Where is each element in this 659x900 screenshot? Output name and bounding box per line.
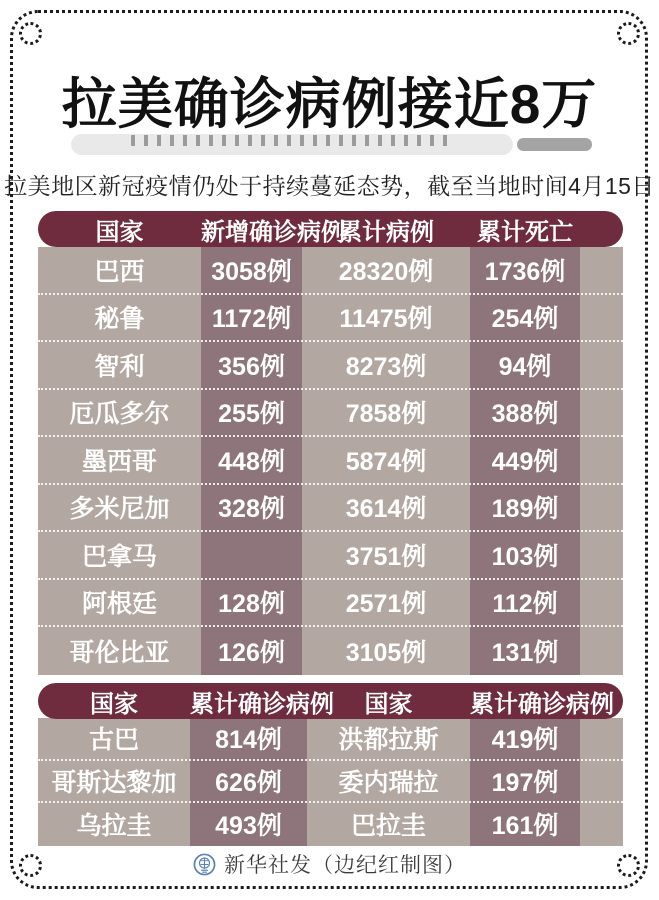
table-row — [38, 295, 623, 343]
country-cell: 3614例 — [345, 495, 427, 524]
table1-header — [38, 211, 623, 247]
value-cell: 814例 — [215, 726, 282, 755]
country-cell: 洪都拉斯 — [338, 726, 439, 755]
table-row — [38, 580, 623, 628]
country-cell: 阿根廷 — [81, 590, 157, 619]
table-row — [38, 390, 623, 438]
country-cell: 巴拿马 — [81, 542, 157, 571]
table-row — [38, 627, 623, 675]
table-row — [38, 342, 623, 390]
value-cell: 197例 — [491, 768, 559, 797]
column-header: 累计死亡 — [477, 218, 573, 246]
value-cell: 255例 — [218, 400, 285, 429]
country-cell: 乌拉圭 — [76, 812, 152, 841]
page-subtitle: 拉美地区新冠疫情仍处于持续蔓延态势，截至当地时间4月15日 — [4, 173, 655, 199]
column-header: 国家 — [364, 690, 413, 718]
country-cell: 哥伦比亚 — [69, 638, 170, 667]
table2-rows — [38, 718, 623, 846]
value-cell: 449例 — [491, 447, 559, 476]
country-cell: 哥斯达黎加 — [51, 768, 177, 797]
country-cell: 8273例 — [345, 352, 427, 381]
value-cell: 112例 — [492, 590, 558, 619]
value-cell: 94例 — [498, 352, 552, 381]
column-header: 累计病例 — [338, 218, 434, 246]
table-row — [38, 437, 623, 485]
value-cell: 128例 — [218, 590, 285, 619]
column-header: 国家 — [90, 690, 138, 718]
value-cell: 103例 — [491, 542, 559, 571]
table1-rows — [38, 247, 623, 675]
country-cell: 28320例 — [338, 257, 434, 286]
value-cell: 388例 — [491, 400, 559, 429]
country-cell: 古巴 — [88, 726, 139, 755]
table-row — [38, 247, 623, 295]
table-row — [38, 718, 623, 761]
thermometer-cap-icon — [517, 138, 592, 151]
column-header: 新增确诊病例 — [201, 218, 345, 246]
country-cell: 2571例 — [345, 590, 427, 619]
value-cell: 493例 — [215, 812, 282, 841]
thermometer-bar-icon — [71, 134, 513, 155]
column-header: 累计确诊病例 — [470, 690, 614, 718]
value-cell: 189例 — [491, 495, 559, 524]
value-cell: 161例 — [491, 812, 559, 841]
value-cell: 3058例 — [211, 257, 292, 286]
table2-header — [38, 683, 623, 719]
value-cell: 356例 — [218, 352, 285, 381]
value-cell: 131例 — [491, 638, 559, 667]
table1-body — [38, 247, 623, 675]
corner-hole-icon — [19, 22, 42, 45]
country-cell: 秘鲁 — [94, 305, 145, 334]
table-row — [38, 532, 623, 580]
country-cell: 巴拉圭 — [350, 812, 426, 841]
credit-text: 新华社发（边纪红制图） — [224, 854, 466, 877]
value-cell: 419例 — [491, 726, 559, 755]
country-cell: 7858例 — [345, 400, 427, 429]
country-cell: 3105例 — [345, 638, 427, 667]
column-header: 累计确诊病例 — [190, 690, 334, 718]
xinhua-emblem-icon — [193, 853, 216, 876]
value-cell: 1736例 — [484, 257, 566, 286]
country-cell: 5874例 — [345, 447, 427, 476]
value-cell: 448例 — [218, 447, 285, 476]
country-cell: 墨西哥 — [81, 447, 157, 476]
value-cell: 328例 — [218, 495, 285, 524]
thermometer-ticks-icon — [131, 135, 449, 146]
value-cell: 126例 — [218, 638, 285, 667]
value-cell: 254例 — [491, 305, 559, 334]
table2-body — [38, 718, 623, 846]
country-cell: 巴西 — [94, 257, 145, 286]
table-row — [38, 485, 623, 533]
country-cell: 厄瓜多尔 — [69, 400, 170, 429]
corner-hole-icon — [617, 22, 640, 45]
table-row — [38, 803, 623, 846]
footer — [0, 850, 659, 878]
table-row — [38, 761, 623, 804]
country-cell: 多米尼加 — [69, 495, 170, 524]
page-title: 拉美确诊病例接近8万 — [61, 73, 598, 135]
value-cell: 626例 — [215, 768, 282, 797]
country-cell: 智利 — [94, 352, 145, 381]
country-cell: 委内瑞拉 — [338, 768, 439, 797]
value-cell: 1172例 — [211, 305, 292, 334]
country-cell: 11475例 — [339, 305, 433, 334]
column-header: 国家 — [95, 218, 144, 246]
country-cell: 3751例 — [345, 542, 427, 571]
